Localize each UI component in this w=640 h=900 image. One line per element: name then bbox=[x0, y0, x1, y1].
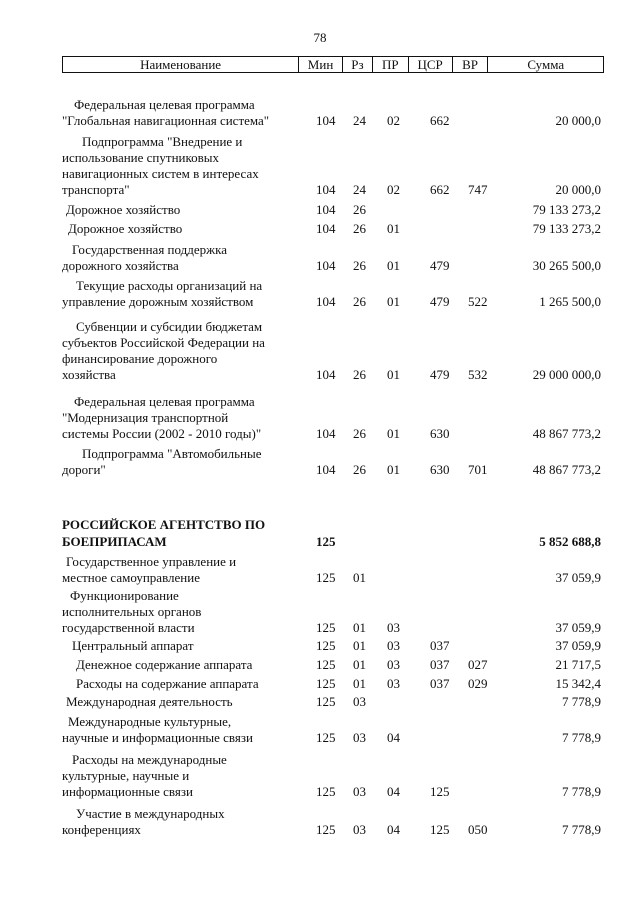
header-rz: Рз bbox=[342, 57, 372, 72]
row-name-line: использование спутниковых bbox=[62, 150, 220, 165]
row-name bbox=[62, 242, 298, 274]
row-name-line: Международные культурные, bbox=[68, 714, 232, 729]
cell-rz: 24 bbox=[353, 182, 366, 197]
cell-vr: 532 bbox=[468, 367, 488, 382]
cell-csr: 125 bbox=[430, 784, 450, 799]
cell-sum: 7 778,9 bbox=[562, 730, 601, 745]
row-name bbox=[62, 394, 298, 442]
row-name bbox=[62, 752, 298, 800]
row-name-line: Международная деятельность bbox=[66, 694, 233, 709]
table-row bbox=[0, 554, 640, 586]
row-name-line: дорожного хозяйства bbox=[62, 258, 179, 273]
cell-rz: 01 bbox=[353, 657, 366, 672]
cell-sum: 37 059,9 bbox=[555, 570, 601, 585]
cell-pr: 04 bbox=[387, 822, 400, 837]
row-name bbox=[62, 676, 298, 692]
cell-rz: 03 bbox=[353, 784, 366, 799]
row-name-line: "Модернизация транспортной bbox=[62, 410, 229, 425]
cell-min: 104 bbox=[316, 462, 336, 477]
cell-min: 125 bbox=[316, 657, 336, 672]
row-name bbox=[62, 221, 298, 237]
table-row bbox=[0, 97, 640, 129]
cell-min: 125 bbox=[316, 784, 336, 799]
row-name-line: информационные связи bbox=[62, 784, 193, 799]
row-name-line: местное самоуправление bbox=[62, 570, 200, 585]
row-name-line: системы России (2002 - 2010 годы)" bbox=[62, 426, 262, 441]
table-row bbox=[0, 278, 640, 310]
row-name-line: Денежное содержание аппарата bbox=[76, 657, 253, 672]
row-name-line: Государственное управление и bbox=[66, 554, 237, 569]
cell-rz: 26 bbox=[353, 258, 366, 273]
cell-sum: 48 867 773,2 bbox=[532, 426, 601, 441]
cell-rz: 26 bbox=[353, 426, 366, 441]
row-name-line: навигационных систем в интересах bbox=[62, 166, 259, 181]
cell-vr: 522 bbox=[468, 294, 488, 309]
cell-sum: 7 778,9 bbox=[562, 784, 601, 799]
cell-vr: 701 bbox=[468, 462, 488, 477]
row-name-line: дороги" bbox=[62, 462, 106, 477]
table-row bbox=[0, 638, 640, 654]
row-name-line: Подпрограмма "Внедрение и bbox=[82, 134, 243, 149]
cell-min: 104 bbox=[316, 113, 336, 128]
cell-csr: 630 bbox=[430, 462, 450, 477]
row-name-line: Субвенции и субсидии бюджетам bbox=[76, 319, 263, 334]
table-row bbox=[0, 202, 640, 218]
table-row bbox=[0, 516, 640, 550]
header-pr: ПР bbox=[372, 57, 408, 72]
row-name bbox=[62, 446, 298, 478]
cell-sum: 48 867 773,2 bbox=[532, 462, 601, 477]
row-name-line: Федеральная целевая программа bbox=[74, 97, 255, 112]
cell-pr: 03 bbox=[387, 676, 400, 691]
row-name-line: Расходы на содержание аппарата bbox=[76, 676, 259, 691]
cell-sum: 29 000 000,0 bbox=[532, 367, 601, 382]
cell-vr: 027 bbox=[468, 657, 488, 672]
cell-min: 104 bbox=[316, 367, 336, 382]
row-name-line: культурные, научные и bbox=[62, 768, 190, 783]
cell-csr: 037 bbox=[430, 676, 450, 691]
row-name-line: РОССИЙСКОЕ АГЕНТСТВО ПО bbox=[62, 517, 266, 532]
cell-pr: 04 bbox=[387, 784, 400, 799]
row-name-line: Расходы на международные bbox=[72, 752, 227, 767]
cell-min: 125 bbox=[316, 822, 336, 837]
table-row bbox=[0, 752, 640, 800]
cell-pr: 01 bbox=[387, 221, 400, 236]
cell-csr: 479 bbox=[430, 294, 450, 309]
row-name-line: Участие в международных bbox=[76, 806, 225, 821]
cell-rz: 03 bbox=[353, 730, 366, 745]
cell-sum: 79 133 273,2 bbox=[532, 202, 601, 217]
row-name-line: финансирование дорожного bbox=[62, 351, 218, 366]
cell-csr: 630 bbox=[430, 426, 450, 441]
table-row bbox=[0, 806, 640, 838]
cell-vr: 747 bbox=[468, 182, 488, 197]
table-row bbox=[0, 134, 640, 198]
cell-sum: 1 265 500,0 bbox=[539, 294, 601, 309]
row-name bbox=[62, 202, 298, 218]
header-min: Мин bbox=[298, 57, 342, 72]
cell-rz: 03 bbox=[353, 822, 366, 837]
row-name bbox=[62, 638, 298, 654]
cell-csr: 037 bbox=[430, 657, 450, 672]
header-vr: ВР bbox=[452, 57, 488, 72]
cell-rz: 01 bbox=[353, 620, 366, 635]
cell-pr: 04 bbox=[387, 730, 400, 745]
page-number: 78 bbox=[313, 30, 327, 45]
row-name bbox=[62, 806, 298, 838]
row-name bbox=[62, 319, 298, 383]
row-name bbox=[62, 588, 298, 636]
cell-min: 104 bbox=[316, 258, 336, 273]
cell-rz: 01 bbox=[353, 570, 366, 585]
cell-rz: 01 bbox=[353, 676, 366, 691]
header-sum: Сумма bbox=[487, 57, 603, 72]
row-name-line: Федеральная целевая программа bbox=[74, 394, 255, 409]
row-name bbox=[62, 714, 298, 746]
cell-pr: 03 bbox=[387, 638, 400, 653]
table-row bbox=[0, 657, 640, 673]
cell-min: 125 bbox=[316, 694, 336, 709]
cell-min: 125 bbox=[316, 620, 336, 635]
header-name: Наименование bbox=[140, 57, 222, 72]
cell-sum: 15 342,4 bbox=[555, 676, 601, 691]
cell-csr: 662 bbox=[430, 182, 450, 197]
cell-rz: 26 bbox=[353, 294, 366, 309]
table-row bbox=[0, 676, 640, 692]
cell-sum: 5 852 688,8 bbox=[539, 534, 601, 549]
cell-sum: 79 133 273,2 bbox=[532, 221, 601, 236]
cell-csr: 479 bbox=[430, 258, 450, 273]
cell-rz: 01 bbox=[353, 638, 366, 653]
cell-sum: 30 265 500,0 bbox=[532, 258, 601, 273]
row-name-line: Государственная поддержка bbox=[72, 242, 228, 257]
row-name bbox=[62, 657, 298, 673]
cell-sum: 21 717,5 bbox=[555, 657, 601, 672]
row-name-line: Центральный аппарат bbox=[72, 638, 194, 653]
cell-rz: 26 bbox=[353, 221, 366, 236]
cell-rz: 26 bbox=[353, 367, 366, 382]
cell-sum: 37 059,9 bbox=[555, 638, 601, 653]
cell-min: 125 bbox=[316, 638, 336, 653]
row-name-line: Дорожное хозяйство bbox=[66, 202, 181, 217]
cell-rz: 26 bbox=[353, 462, 366, 477]
table-row bbox=[0, 242, 640, 274]
cell-min: 125 bbox=[316, 570, 336, 585]
cell-min: 104 bbox=[316, 426, 336, 441]
table-row bbox=[0, 394, 640, 442]
cell-pr: 02 bbox=[387, 182, 400, 197]
cell-min: 125 bbox=[316, 730, 336, 745]
row-name-line: исполнительных органов bbox=[62, 604, 202, 619]
cell-vr: 050 bbox=[468, 822, 488, 837]
cell-min: 104 bbox=[316, 294, 336, 309]
cell-min: 125 bbox=[316, 534, 336, 549]
row-name-line: Дорожное хозяйство bbox=[68, 221, 183, 236]
cell-pr: 01 bbox=[387, 258, 400, 273]
cell-min: 104 bbox=[316, 182, 336, 197]
row-name-line: конференциях bbox=[62, 822, 141, 837]
row-name bbox=[62, 694, 298, 710]
row-name-line: БОЕПРИПАСАМ bbox=[62, 534, 167, 549]
cell-pr: 01 bbox=[387, 367, 400, 382]
cell-sum: 20 000,0 bbox=[555, 182, 601, 197]
cell-csr: 037 bbox=[430, 638, 450, 653]
cell-pr: 01 bbox=[387, 426, 400, 441]
cell-pr: 01 bbox=[387, 294, 400, 309]
cell-sum: 7 778,9 bbox=[562, 694, 601, 709]
cell-rz: 24 bbox=[353, 113, 366, 128]
cell-pr: 03 bbox=[387, 620, 400, 635]
row-name-line: Текущие расходы организаций на bbox=[76, 278, 263, 293]
row-name-line: хозяйства bbox=[62, 367, 116, 382]
row-name bbox=[62, 134, 298, 198]
cell-csr: 125 bbox=[430, 822, 450, 837]
row-name-line: управление дорожным хозяйством bbox=[62, 294, 254, 309]
table-row bbox=[0, 446, 640, 478]
row-name-line: транспорта" bbox=[62, 182, 130, 197]
cell-sum: 37 059,9 bbox=[555, 620, 601, 635]
cell-sum: 20 000,0 bbox=[555, 113, 601, 128]
row-name-line: научные и информационные связи bbox=[62, 730, 253, 745]
header-csr: ЦСР bbox=[408, 57, 452, 72]
cell-min: 104 bbox=[316, 221, 336, 236]
cell-pr: 03 bbox=[387, 657, 400, 672]
row-name bbox=[62, 97, 298, 129]
cell-pr: 01 bbox=[387, 462, 400, 477]
table-row bbox=[0, 588, 640, 636]
row-name-line: "Глобальная навигационная система" bbox=[62, 113, 270, 128]
row-name bbox=[62, 554, 298, 586]
cell-min: 104 bbox=[316, 202, 336, 217]
row-name bbox=[62, 516, 298, 550]
table-row bbox=[0, 714, 640, 746]
row-name-line: Функционирование bbox=[70, 588, 179, 603]
cell-sum: 7 778,9 bbox=[562, 822, 601, 837]
cell-min: 125 bbox=[316, 676, 336, 691]
row-name-line: субъектов Российской Федерации на bbox=[62, 335, 265, 350]
cell-csr: 662 bbox=[430, 113, 450, 128]
table-row bbox=[0, 694, 640, 710]
cell-rz: 26 bbox=[353, 202, 366, 217]
cell-rz: 03 bbox=[353, 694, 366, 709]
row-name-line: Подпрограмма "Автомобильные bbox=[82, 446, 262, 461]
row-name bbox=[62, 278, 298, 310]
table-row bbox=[0, 319, 640, 383]
row-name-line: государственной власти bbox=[62, 620, 195, 635]
table-row bbox=[0, 221, 640, 237]
cell-pr: 02 bbox=[387, 113, 400, 128]
cell-vr: 029 bbox=[468, 676, 488, 691]
cell-csr: 479 bbox=[430, 367, 450, 382]
